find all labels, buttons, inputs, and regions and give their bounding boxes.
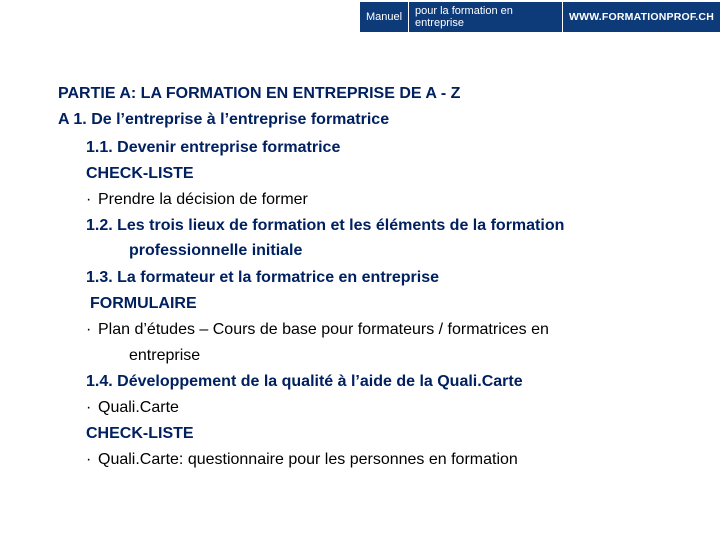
chapter-title: A 1. De l’entreprise à l’entreprise formatrice	[58, 111, 390, 128]
list-item-label: Plan d’études – Cours de base pour formateurs / formatrices en	[98, 321, 549, 338]
bullet-icon: ·	[86, 451, 92, 468]
header-bar	[360, 2, 720, 32]
list-item-qualicarte[interactable]	[86, 398, 179, 418]
section-1-2-cont: professionnelle initiale	[129, 242, 303, 259]
form-label: FORMULAIRE	[90, 295, 197, 312]
section-1-4: 1.4. Développement de la qualité à l’aide de la Quali.Carte	[86, 373, 523, 390]
list-item-questionnaire[interactable]	[86, 450, 518, 470]
list-item-plan-cont: entreprise	[129, 347, 201, 364]
list-item-plan[interactable]	[86, 320, 549, 340]
section-1-3: 1.3. La formateur et la formatrice en entreprise	[86, 269, 440, 286]
header-subtitle: pour la formation en entreprise	[415, 5, 513, 29]
header-manuel: Manuel	[366, 11, 403, 23]
bullet-icon: ·	[86, 321, 92, 338]
checklist-label-1: CHECK-LISTE	[86, 165, 194, 182]
list-item-label: Quali.Carte	[98, 399, 179, 416]
list-item-label: Quali.Carte: questionnaire pour les personnes en formation	[98, 451, 518, 468]
list-item-decision[interactable]	[86, 190, 308, 210]
bullet-icon: ·	[86, 399, 92, 416]
part-title: PARTIE A: LA FORMATION EN ENTREPRISE DE A - Z	[58, 85, 461, 102]
checklist-label-2: CHECK-LISTE	[86, 425, 194, 442]
header-url-link[interactable]: WWW.FORMATIONPROF.CH	[569, 11, 714, 23]
bullet-icon: ·	[86, 191, 92, 208]
section-1-1: 1.1. Devenir entreprise formatrice	[86, 139, 341, 156]
list-item-label: Prendre la décision de former	[98, 191, 308, 208]
section-1-2: 1.2. Les trois lieux de formation et les éléments de la formation	[86, 217, 565, 234]
